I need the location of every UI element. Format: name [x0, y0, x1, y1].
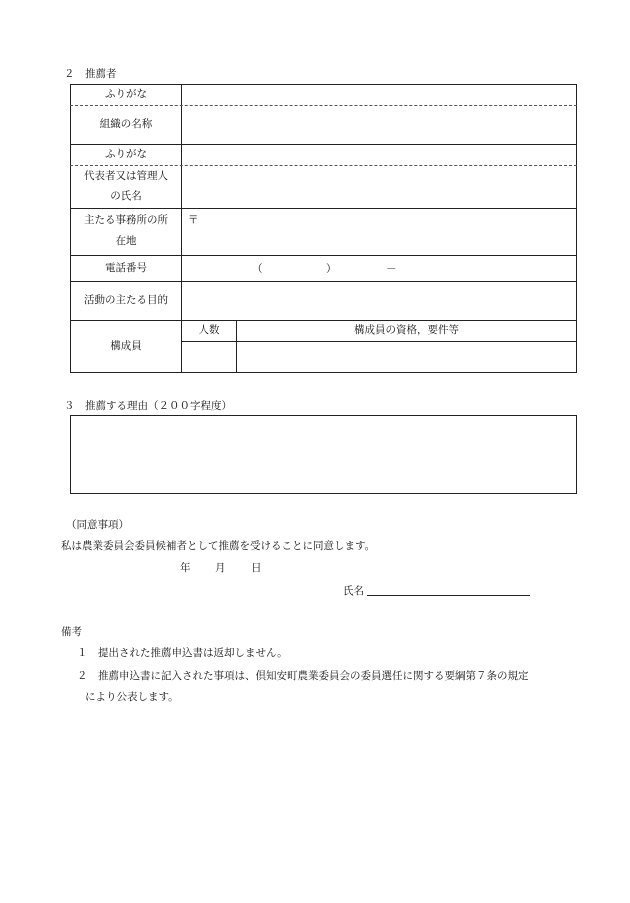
phone-open-paren: （ — [252, 263, 263, 275]
furigana-label-1: ふりがな — [105, 88, 147, 100]
date-month: 月 — [215, 562, 226, 574]
rep-name-label-line2: の氏名 — [110, 190, 142, 202]
furigana-label-2: ふりがな — [105, 148, 147, 160]
members-count-header: 人数 — [198, 324, 220, 336]
note-2-text-line2: により公表します。 — [85, 691, 179, 703]
org-name-label: 組織の名称 — [99, 118, 153, 130]
rep-name-label-line1: 代表者又は管理人 — [84, 170, 168, 182]
date-year: 年 — [180, 562, 191, 574]
members-label: 構成員 — [110, 340, 142, 352]
reason-box[interactable] — [70, 415, 577, 494]
members-qualification-header: 構成員の資格，要件等 — [354, 324, 459, 336]
name-label: 氏名 — [343, 585, 364, 597]
phone-label: 電話番号 — [105, 262, 147, 274]
note-1-number: １ — [77, 647, 88, 659]
address-label-line1: 主たる事務所の所 — [84, 214, 168, 226]
section3-heading: ３ 推薦する理由（２００字程度） — [64, 400, 232, 412]
note-1-text: 提出された推薦申込書は返却しません。 — [98, 647, 288, 659]
postal-mark: 〒 — [188, 214, 199, 226]
consent-statement: 私は農業委員会委員候補者として推薦を受けることに同意します。 — [61, 540, 376, 552]
notes-heading: 備考 — [61, 626, 82, 638]
consent-heading: （同意事項） — [66, 519, 129, 531]
address-label-line2: 在地 — [115, 235, 137, 247]
name-signature-line[interactable] — [367, 595, 530, 596]
phone-dash: － — [386, 263, 397, 275]
section2-heading: ２ 推薦者 — [64, 68, 117, 80]
purpose-label: 活動の主たる目的 — [84, 294, 168, 306]
date-day: 日 — [251, 562, 262, 574]
note-2-number: ２ — [77, 670, 88, 682]
note-2-text-line1: 推薦申込書に記入された事項は、倶知安町農業委員会の委員選任に関する要綱第７条の規定 — [98, 670, 529, 682]
phone-close-paren: ） — [326, 263, 337, 275]
